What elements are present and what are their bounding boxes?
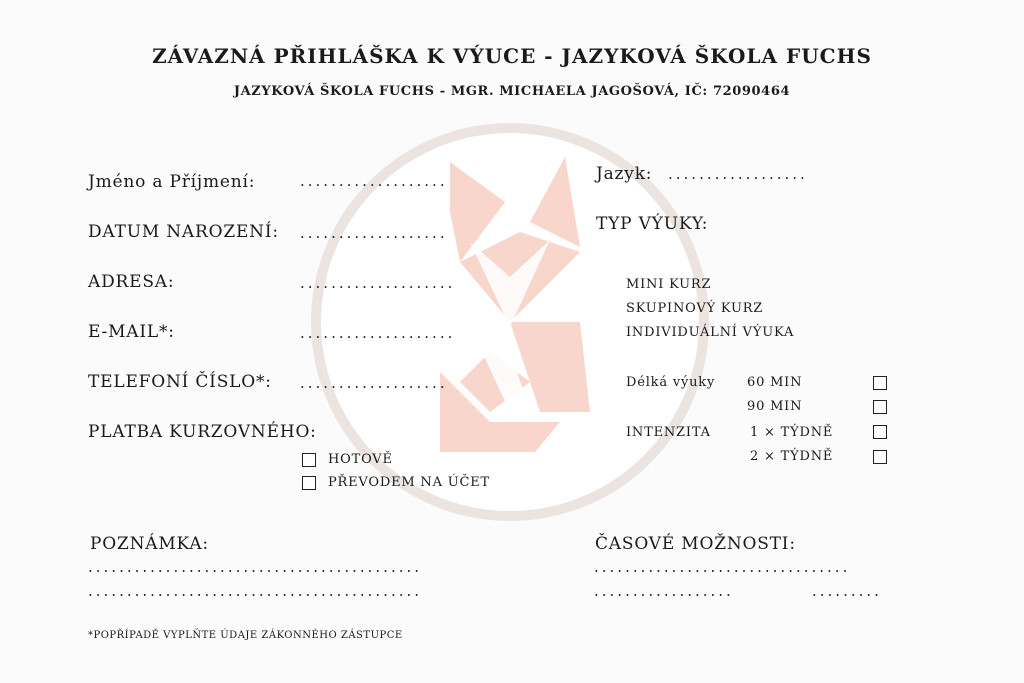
form-subtitle: JAZYKOVÁ ŠKOLA FUCHS - MGR. MICHAELA JAGOŠOVÁ, IČ: 72090464 — [233, 84, 791, 99]
language-label: Jazyk: — [596, 164, 653, 184]
footnote: *POPŘÍPADĚ VYPLŇTE ÚDAJE ZÁKONNÉHO ZÁSTUPCE — [88, 630, 403, 641]
intensity-twice-label: 2 × TÝDNĚ — [750, 449, 834, 464]
duration-60-label: 60 MIN — [747, 375, 803, 390]
address-field[interactable]: .................... — [300, 274, 456, 292]
time-options-line-2b[interactable]: ......... — [812, 582, 882, 600]
intensity-label: INTENZITA — [626, 425, 711, 440]
intensity-once-checkbox[interactable] — [873, 425, 887, 439]
payment-cash-checkbox[interactable] — [302, 453, 316, 467]
note-field-line-2[interactable]: ........................................... — [88, 582, 423, 600]
type-mini-course: MINI KURZ — [626, 277, 712, 292]
phone-label: TELEFONÍ ČÍSLO*: — [88, 372, 272, 392]
lesson-type-label: TYP VÝUKY: — [596, 214, 709, 234]
email-label: E-MAIL*: — [88, 322, 175, 342]
duration-90-label: 90 MIN — [747, 399, 803, 414]
email-field[interactable]: .................... — [300, 324, 456, 342]
payment-cash-label: HOTOVĚ — [328, 452, 393, 467]
time-options-label: ČASOVÉ MOŽNOSTI: — [595, 534, 796, 554]
name-field[interactable]: ................... — [300, 172, 448, 190]
payment-transfer-checkbox[interactable] — [302, 476, 316, 490]
payment-label: PLATBA KURZOVNÉHO: — [88, 422, 317, 442]
birth-date-label: DATUM NAROZENÍ: — [88, 222, 279, 242]
time-options-line-2a[interactable]: .................. — [594, 582, 734, 600]
duration-60-checkbox[interactable] — [873, 376, 887, 390]
form-title: ZÁVAZNÁ PŘIHLÁŠKA K VÝUCE - JAZYKOVÁ ŠKOLA FUCHS — [152, 44, 872, 68]
payment-transfer-label: PŘEVODEM NA ÚČET — [328, 475, 490, 490]
intensity-once-label: 1 × TÝDNĚ — [750, 425, 834, 440]
duration-90-checkbox[interactable] — [873, 400, 887, 414]
note-field-line-1[interactable]: ........................................... — [88, 558, 423, 576]
note-label: POZNÁMKA: — [90, 534, 209, 554]
intensity-twice-checkbox[interactable] — [873, 450, 887, 464]
duration-label: Délká výuky — [626, 375, 716, 390]
phone-field[interactable]: ................... — [300, 374, 448, 392]
address-label: ADRESA: — [88, 272, 175, 292]
language-field[interactable]: .................. — [668, 165, 808, 183]
name-label: Jméno a Příjmení: — [88, 172, 256, 192]
birth-date-field[interactable]: ................... — [300, 224, 448, 242]
time-options-line-1[interactable]: ................................. — [594, 558, 851, 576]
type-individual: INDIVIDUÁLNÍ VÝUKA — [626, 325, 795, 340]
type-group-course: SKUPINOVÝ KURZ — [626, 301, 764, 316]
